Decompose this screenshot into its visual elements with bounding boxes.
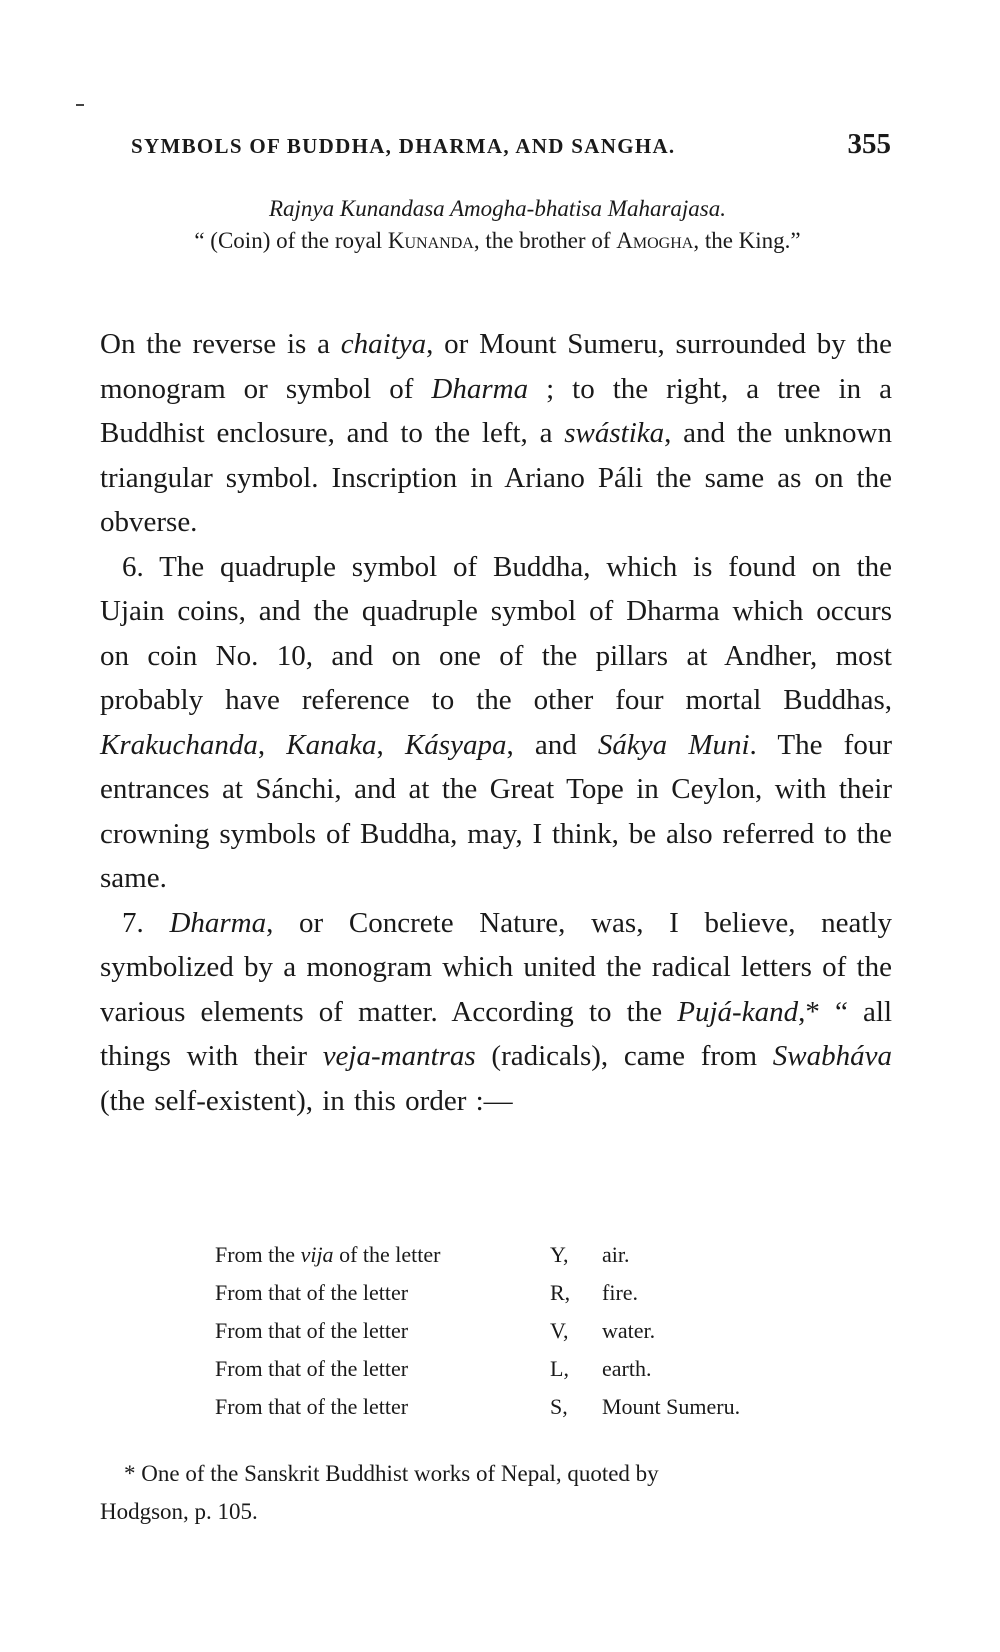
running-title: SYMBOLS OF BUDDHA, DHARMA, AND SANGHA. (131, 134, 676, 158)
paragraph-6: 6. The quadruple symbol of Buddha, which is found on the Ujain coins, and the quadruple symbol of Dharma which occurs on coin No. 10, and on one of the pillars at Andher, most probably have reference to the other four mortal Buddhas, Krakuchanda, Kanaka, Kásyapa, and Sákya Muni. The four entrances at Sánchi, and at the Great Tope in Ceylon, with their crowning symbols of Buddha, may, I think, be also referred to the same. (100, 550, 892, 894)
inscription-legend: Rajnya Kunandasa Amogha-bhatisa Maharajasa. (268, 196, 727, 221)
name-amogha: Amogha (616, 228, 694, 253)
paragraph-reverse: On the reverse is a chaitya, or Mount Sumeru, surrounded by the monogram or symbol of Dharma ; to the right, a tree in a Buddhist enclosure, and to the left, a swástika, and the unknown triangular symbol. Inscription in Ariano Páli the same as on the obverse. (100, 328, 892, 538)
table-row: From that of the letter S, Mount Sumeru. (215, 1394, 741, 1419)
body-text (100, 322, 892, 1123)
page-header (131, 128, 891, 168)
table-row: From that of the letter V, water. (215, 1318, 656, 1343)
table-row: From that of the letter R, fire. (215, 1280, 639, 1305)
stray-mark (76, 104, 84, 106)
table-row: From that of the letter L, earth. (215, 1356, 652, 1381)
page-number: 355 (847, 128, 891, 160)
table-row: From the vija of the letter Y, air. (215, 1242, 630, 1267)
paragraph-7: 7. Dharma, or Concrete Nature, was, I believe, neatly symbolized by a monogram which united the radical letters of the various elements of matter. According to the Pujá-kand,* “ all things with their veja-mantras (radicals), came from Swabháva (the self-existent), in this order :— (100, 906, 893, 1117)
name-kunanda: Kunanda (387, 228, 474, 253)
radical-letters-table (215, 1236, 740, 1426)
footnote: * One of the Sanskrit Buddhist works of Nepal, quoted by Hodgson, p. 105. (100, 1461, 659, 1524)
coin-inscription (100, 193, 895, 257)
inscription-translation: “ (Coin) of the royal Kunanda, the brother of Amogha, the King.” (194, 228, 801, 253)
